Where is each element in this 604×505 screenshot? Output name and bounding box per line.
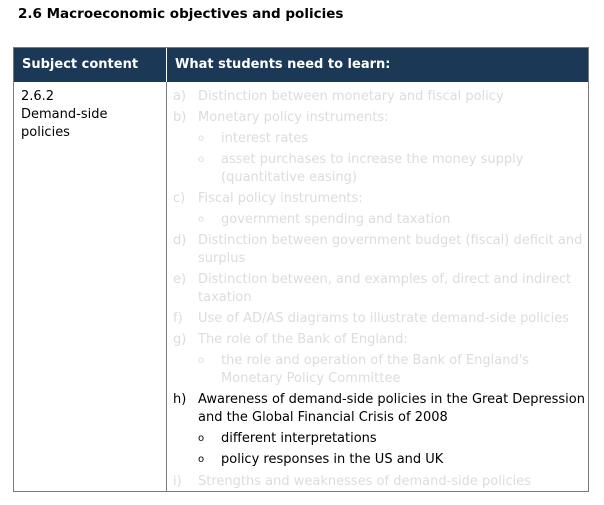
item-text: Awareness of demand-side policies in the Great Depression and the Global Financial Crisis of 2008 — [198, 392, 585, 425]
item-letter: g) — [173, 332, 187, 347]
item-letter: e) — [173, 272, 187, 287]
bullet-text: government spending and taxation — [221, 212, 451, 227]
bullet-text: the role and operation of the Bank of England's Monetary Policy Committee — [221, 353, 530, 386]
bullet-text: interest rates — [221, 131, 309, 146]
item-text: Monetary policy instruments: — [198, 110, 389, 125]
subject-name-line2: policies — [21, 125, 70, 140]
bullet-icon: o — [198, 454, 205, 465]
section-title: 2.6 Macroeconomic objectives and policies — [18, 6, 344, 22]
item-text: Distinction between monetary and fiscal policy — [198, 89, 504, 104]
bullet-text: policy responses in the US and UK — [221, 452, 444, 467]
bullet-icon: o — [198, 433, 205, 444]
item-letter: c) — [173, 191, 186, 206]
item-text: Strengths and weaknesses of demand-side policies — [198, 474, 531, 489]
item-text: Fiscal policy instruments: — [198, 191, 363, 206]
bullet-icon: o — [198, 355, 205, 366]
bullet-icon: o — [198, 214, 205, 225]
item-letter: f) — [173, 311, 183, 326]
header-divider — [166, 48, 167, 82]
subject-cell — [21, 88, 161, 142]
item-text: Use of AD/AS diagrams to illustrate demand-side policies — [198, 311, 570, 326]
specification-table — [13, 47, 589, 492]
subject-code: 2.6.2 — [21, 89, 55, 104]
item-letter: i) — [173, 474, 182, 489]
item-letter: b) — [173, 110, 187, 125]
header-what-students-learn: What students need to learn: — [175, 57, 391, 72]
item-text: Distinction between, and examples of, direct and indirect taxation — [198, 272, 572, 305]
item-text: The role of the Bank of England: — [198, 332, 408, 347]
item-text: Distinction between government budget (fiscal) deficit and surplus — [198, 233, 583, 266]
header-subject-content: Subject content — [22, 57, 139, 72]
item-letter: d) — [173, 233, 187, 248]
column-divider — [166, 82, 167, 491]
bullet-icon: o — [198, 154, 205, 165]
bullet-text: asset purchases to increase the money supply (quantitative easing) — [221, 152, 524, 185]
subject-name-line1: Demand-side — [21, 107, 108, 122]
item-letter: h) — [173, 392, 187, 407]
item-letter: a) — [173, 89, 187, 104]
bullet-icon: o — [198, 133, 205, 144]
bullet-text: different interpretations — [221, 431, 377, 446]
table-header — [14, 48, 588, 82]
